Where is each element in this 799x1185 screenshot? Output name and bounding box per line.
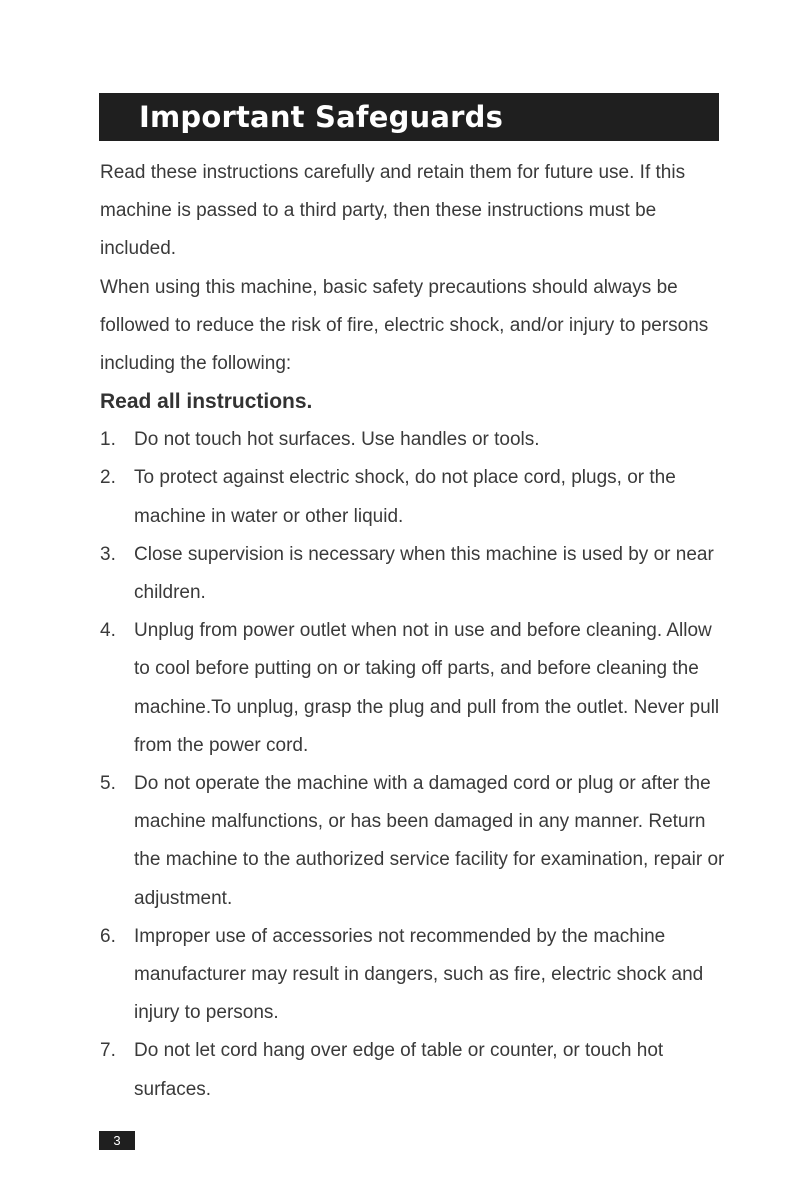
list-item-number: 7. xyxy=(100,1040,116,1062)
intro-paragraph: When using this machine, basic safety precautions should always be followed to reduce the risk of fire, electric shock, and/or injury to persons including the following: xyxy=(100,276,709,375)
page-title: Important Safeguards xyxy=(139,100,504,134)
intro-paragraph: Read these instructions carefully and retain them for future use. If this machine is passed to a third party, then these instructions must be included. xyxy=(100,162,686,260)
list-item xyxy=(100,459,732,535)
list-item-number: 1. xyxy=(100,429,116,451)
list-item xyxy=(100,612,732,765)
list-item-text: Do not operate the machine with a damaged cord or plug or after the machine malfunctions, or has been damaged in any manner. Return the machine to the authorized service facility for examination, repair or adjustment. xyxy=(134,773,725,909)
document-body xyxy=(100,154,732,1109)
list-item-text: Do not let cord hang over edge of table or counter, or touch hot surfaces. xyxy=(134,1040,664,1100)
list-item-number: 2. xyxy=(100,467,116,489)
safeguards-list xyxy=(100,421,732,1109)
title-banner xyxy=(99,93,719,141)
list-item xyxy=(100,1032,732,1108)
list-item xyxy=(100,421,732,459)
page-number: 3 xyxy=(99,1131,135,1150)
list-item-number: 5. xyxy=(100,773,116,795)
list-item-text: Unplug from power outlet when not in use and before cleaning. Allow to cool before putting on or taking off parts, and before cleaning the machine.To unplug, grasp the plug and pull from the outlet. Never pull from the power cord. xyxy=(134,620,720,756)
list-item-text: Do not touch hot surfaces. Use handles or tools. xyxy=(134,429,540,451)
list-item-text: To protect against electric shock, do not place cord, plugs, or the machine in water or other liquid. xyxy=(134,467,676,527)
list-item xyxy=(100,536,732,612)
list-item-text: Close supervision is necessary when this machine is used by or near children. xyxy=(134,543,714,604)
section-subheading: Read all instructions. xyxy=(100,390,313,414)
list-item xyxy=(100,765,732,918)
list-item-number: 6. xyxy=(100,925,116,947)
list-item-number: 3. xyxy=(100,543,116,565)
list-item-text: Improper use of accessories not recommended by the machine manufacturer may result in dangers, such as fire, electric shock and injury to persons. xyxy=(134,925,704,1024)
list-item xyxy=(100,918,732,1033)
list-item-number: 4. xyxy=(100,620,116,642)
